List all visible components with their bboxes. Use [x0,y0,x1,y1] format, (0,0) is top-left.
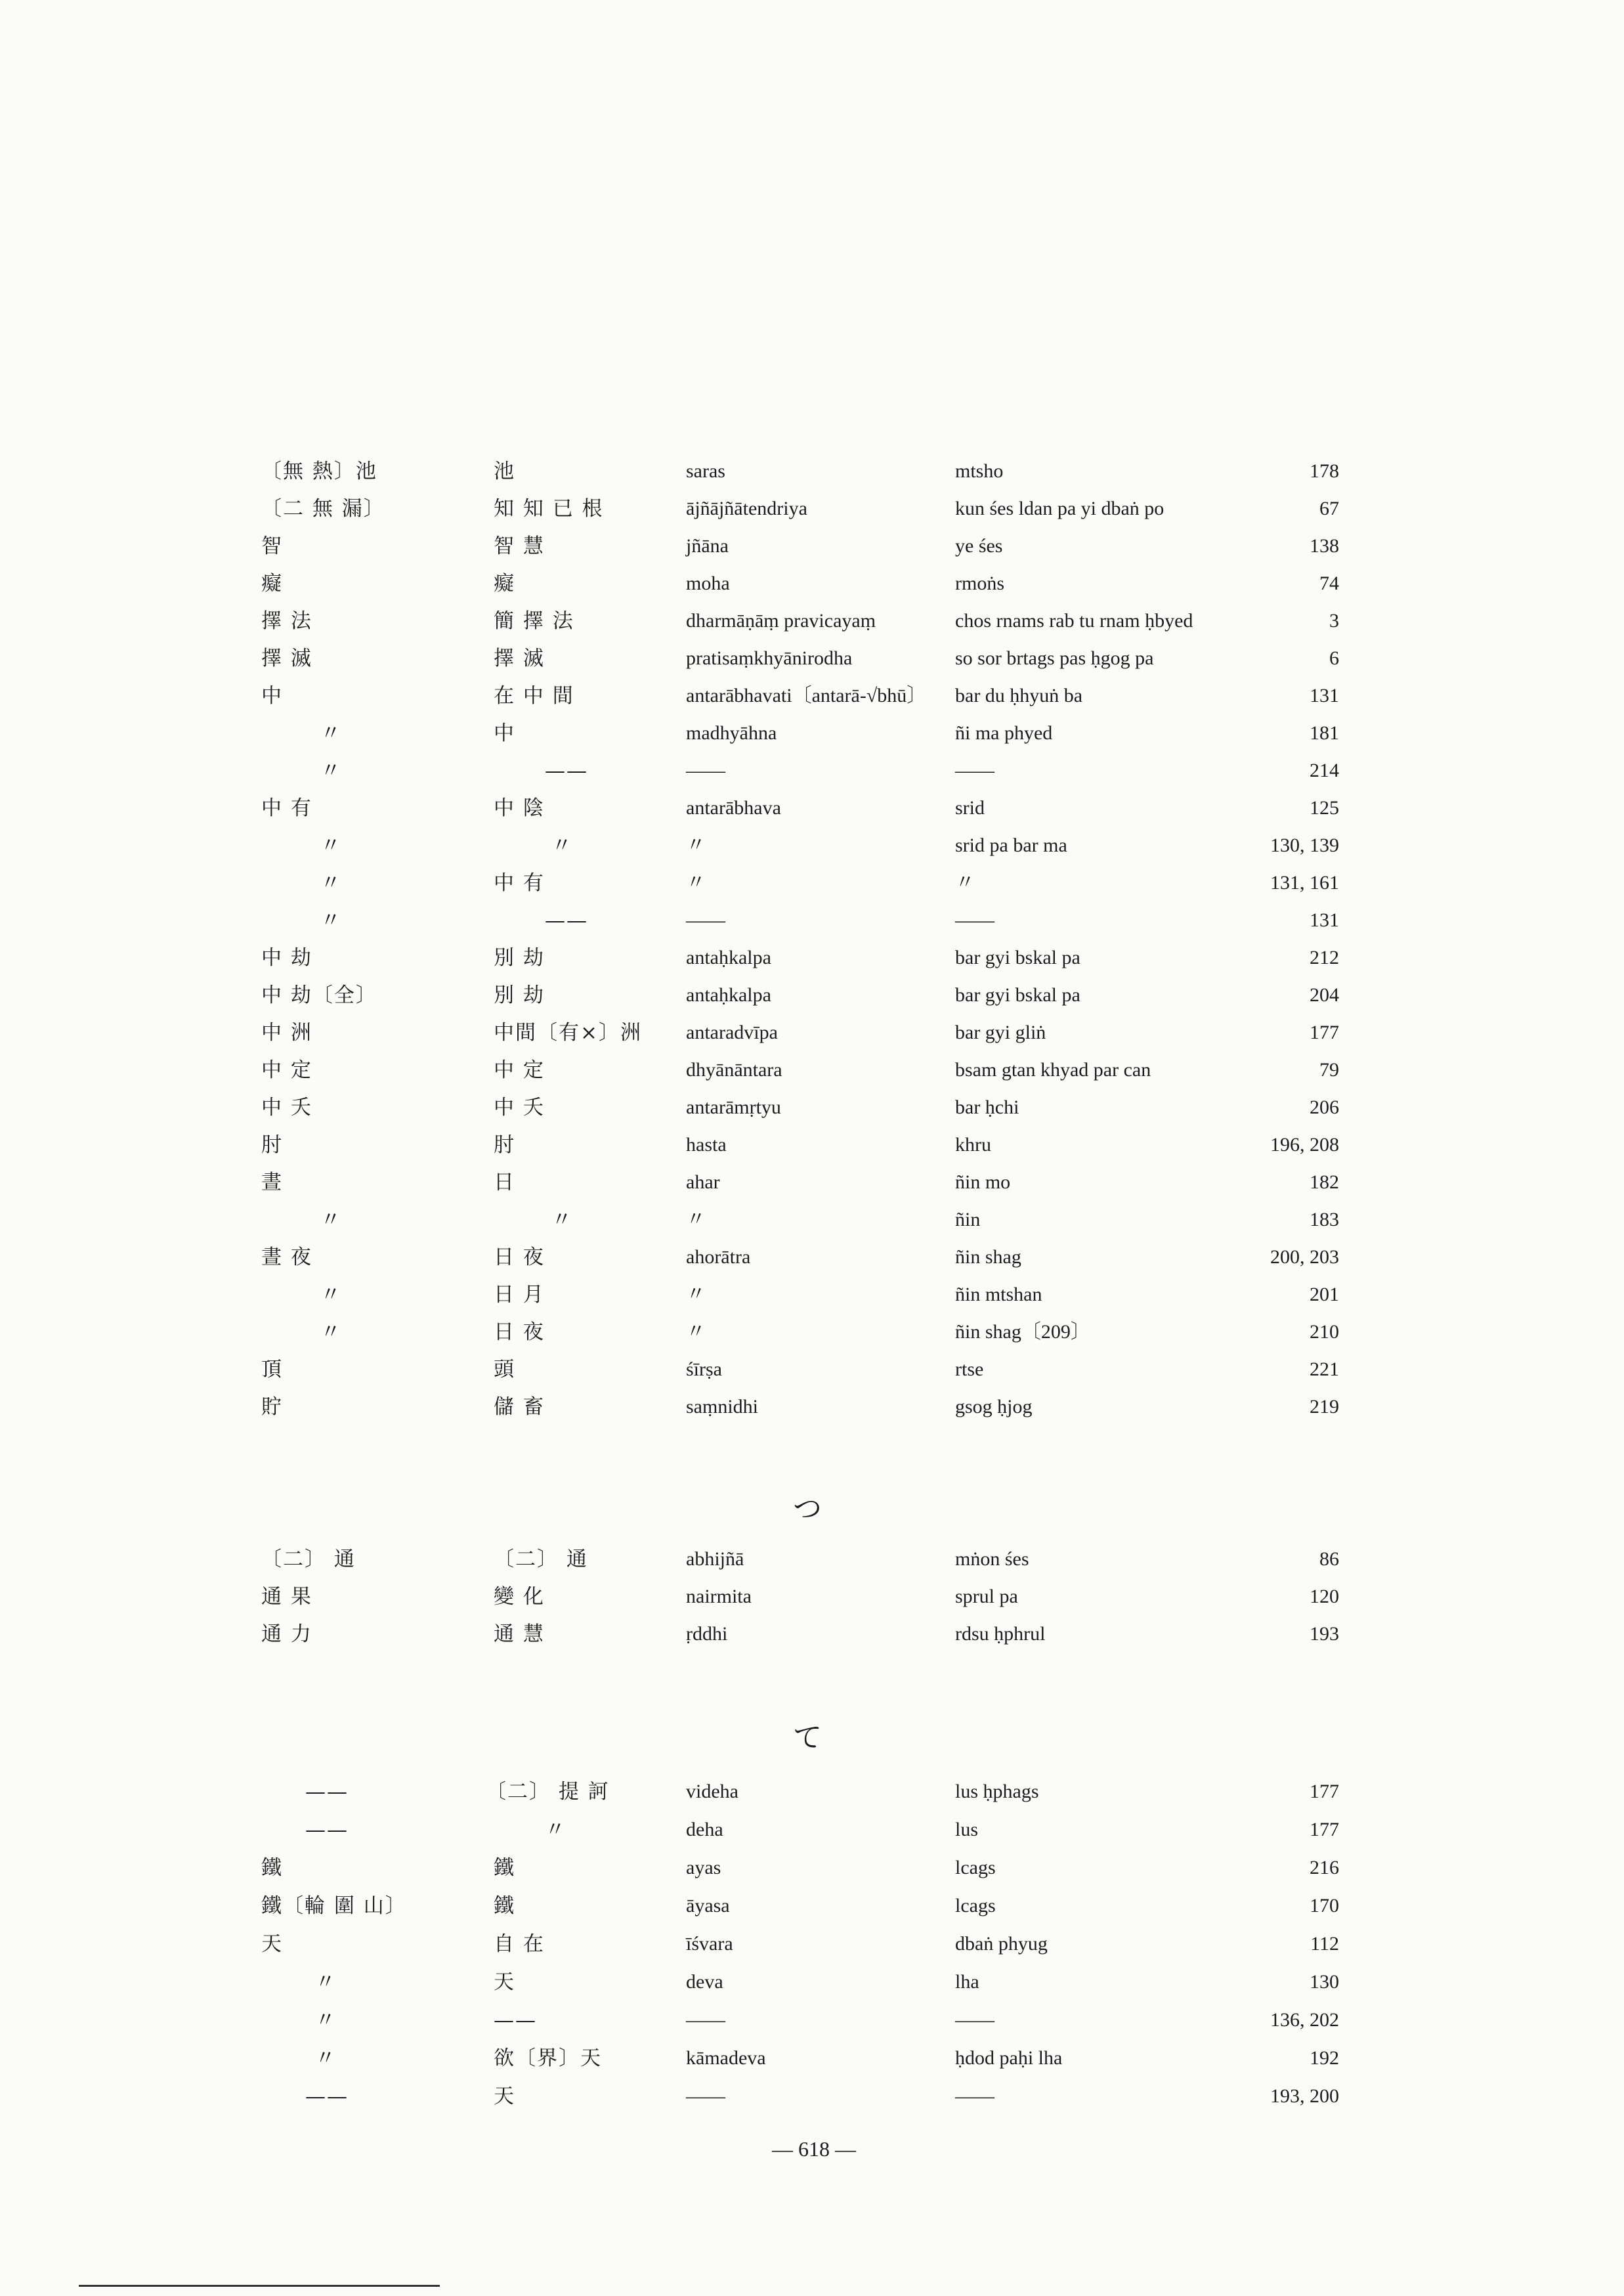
page-reference: 125 [1310,797,1339,819]
chinese-equivalent: 變 化 [494,1585,545,1609]
index-row [0,940,1624,976]
sanskrit-term: nairmita [686,1586,752,1607]
index-row [0,1926,1624,1962]
sanskrit-term: kāmadeva [686,2047,766,2069]
index-row [0,1351,1624,1388]
page-reference: 182 [1310,1171,1339,1193]
tibetan-term: ñin [955,1209,981,1230]
index-row [0,1541,1624,1578]
page-reference: 130 [1310,1971,1339,1993]
index-row [0,1888,1624,1924]
sanskrit-term: ājñājñātendriya [686,498,807,519]
tibetan-term: ñin mo [955,1171,1011,1193]
chinese-equivalent: 〃 [545,1818,566,1842]
term-headword: 〃 [320,1283,342,1307]
term-headword: 癡 [261,572,283,596]
chinese-equivalent: 中 夭 [494,1096,545,1119]
sanskrit-term: antarāmṛtyu [686,1096,781,1118]
term-headword: 〃 [320,871,342,895]
bottom-rule [79,2285,440,2287]
index-row [0,1164,1624,1201]
sanskrit-term: antaḥkalpa [686,984,771,1006]
chinese-equivalent: 日 [494,1171,515,1194]
tibetan-term: bar gyi bskal pa [955,984,1080,1006]
page-reference: 206 [1310,1096,1339,1118]
chinese-equivalent: 儲 畜 [494,1395,545,1419]
index-row [0,1014,1624,1051]
tibetan-term: srid pa bar ma [955,834,1067,856]
term-headword: 中 劫 [261,946,312,970]
chinese-equivalent: 欲〔界〕天 [494,2047,602,2070]
tibetan-term: ñin shag〔209〕 [955,1321,1090,1343]
chinese-equivalent: 知 知 已 根 [494,497,604,521]
chinese-equivalent: 癡 [494,572,515,596]
term-headword: —— [305,1818,349,1842]
page-reference: 74 [1319,573,1339,594]
page-reference: 177 [1310,1022,1339,1043]
index-row [0,1964,1624,2001]
index-row [0,1314,1624,1351]
page-reference: 192 [1310,2047,1339,2069]
tibetan-term: rtse [955,1358,984,1380]
term-headword: 〃 [320,834,342,857]
chinese-equivalent: 池 [494,460,515,483]
sanskrit-term: antaḥkalpa [686,947,771,968]
tibetan-term: ñin shag [955,1246,1021,1268]
page-reference: 177 [1310,1819,1339,1840]
index-row [0,2078,1624,2115]
tibetan-term: bar gyi gliṅ [955,1022,1046,1043]
term-headword: 〃 [320,1320,342,1344]
sanskrit-term: madhyāhna [686,722,777,744]
index-row [0,715,1624,752]
tibetan-term: —— [955,760,994,781]
term-headword: 天 [261,1932,283,1956]
index-row [0,790,1624,827]
page-reference: 204 [1310,984,1339,1006]
page-reference: 112 [1310,1933,1339,1955]
sanskrit-term: ayas [686,1857,721,1878]
page-reference: 138 [1310,535,1339,557]
page-reference: 131 [1310,909,1339,931]
tibetan-term: khru [955,1134,991,1156]
chinese-equivalent: 頭 [494,1358,515,1381]
tibetan-term: bsam gtan khyad par can [955,1059,1151,1081]
chinese-equivalent: 別 劫 [494,946,545,970]
term-headword: 通 果 [261,1585,312,1609]
tibetan-term: lus [955,1819,979,1840]
chinese-equivalent: 中 陰 [494,796,545,820]
sanskrit-term: antarābhavati〔antarā-√bhū〕 [686,685,927,706]
page-reference: 136, 202 [1270,2009,1339,2031]
sanskrit-term: abhijñā [686,1548,744,1570]
page-reference: 221 [1310,1358,1339,1380]
tibetan-term: kun śes ldan pa yi dbaṅ po [955,498,1165,519]
index-row [0,640,1624,677]
sanskrit-term: 〃 [686,1284,706,1305]
term-headword: 〃 [320,759,342,783]
sanskrit-term: deha [686,1819,723,1840]
index-row [0,1811,1624,1848]
chinese-equivalent: 天 [494,2085,515,2108]
term-headword: 中 夭 [261,1096,312,1119]
sanskrit-term: ṛddhi [686,1623,728,1645]
index-row [0,902,1624,939]
chinese-equivalent: 中 [494,722,515,745]
tibetan-term: ñi ma phyed [955,722,1053,744]
sanskrit-term: 〃 [686,1321,706,1343]
index-row [0,752,1624,789]
tibetan-term: 〃 [955,872,975,894]
tibetan-term: bar du ḥhyuṅ ba [955,685,1083,706]
term-headword: 肘 [261,1133,283,1157]
index-row [0,1239,1624,1276]
tibetan-term: ye śes [955,535,1003,557]
term-headword: 中 定 [261,1058,312,1082]
sanskrit-term: ahorātra [686,1246,751,1268]
page-reference: 216 [1310,1857,1339,1878]
chinese-equivalent: 別 劫 [494,984,545,1007]
page-reference: 181 [1310,722,1339,744]
term-headword: 〔二〕 通 [261,1548,356,1571]
tibetan-term: rmoṅs [955,573,1004,594]
chinese-equivalent: 鐵 [494,1894,515,1918]
section-heading: て [793,1721,822,1754]
chinese-equivalent: 〔二〕 提 訶 [486,1780,610,1804]
term-headword: 〔二 無 漏〕 [261,497,385,521]
index-row [0,453,1624,490]
tibetan-term: sprul pa [955,1586,1018,1607]
index-row [0,678,1624,714]
page-reference: 201 [1310,1284,1339,1305]
page-reference: 193, 200 [1270,2085,1339,2107]
tibetan-term: rdsu ḥphrul [955,1623,1046,1645]
index-row [0,1389,1624,1425]
chinese-equivalent: 日 夜 [494,1245,545,1269]
chinese-equivalent: 〃 [551,1208,573,1232]
sanskrit-term: pratisaṃkhyānirodha [686,647,853,669]
page-reference: 131, 161 [1270,872,1339,894]
index-row [0,1052,1624,1089]
sanskrit-term: ahar [686,1171,720,1193]
page-reference: 196, 208 [1270,1134,1339,1156]
sanskrit-term: —— [686,2085,725,2107]
term-headword: 〃 [320,1208,342,1232]
tibetan-term: lus ḥphags [955,1781,1039,1802]
term-headword: 通 力 [261,1622,312,1646]
page-reference: 183 [1310,1209,1339,1230]
tibetan-term: —— [955,909,994,931]
page-reference: 210 [1310,1321,1339,1343]
tibetan-term: bar gyi bskal pa [955,947,1080,968]
term-headword: 中 有 [261,796,312,820]
chinese-equivalent: 通 慧 [494,1622,545,1646]
page-reference: 6 [1329,647,1339,669]
page-reference: 178 [1310,460,1339,482]
term-headword: 中 洲 [261,1021,312,1045]
chinese-equivalent: 自 在 [494,1932,545,1956]
sanskrit-term: 〃 [686,1209,706,1230]
page-reference: 212 [1310,947,1339,968]
term-headword: 晝 夜 [261,1245,312,1269]
tibetan-term: lcags [955,1857,996,1878]
term-headword: 〃 [315,2008,337,2032]
index-row [0,2002,1624,2039]
tibetan-term: —— [955,2085,994,2107]
sanskrit-term: saras [686,460,725,482]
sanskrit-term: 〃 [686,872,706,894]
sanskrit-term: moha [686,573,730,594]
sanskrit-term: dhyānāntara [686,1059,782,1081]
sanskrit-term: dharmāṇāṃ pravicayaṃ [686,610,876,632]
page-reference: 79 [1319,1059,1339,1081]
term-headword: 〃 [315,1970,337,1994]
index-row [0,1276,1624,1313]
term-headword: 智 [261,534,283,558]
term-headword: 〃 [320,909,342,932]
chinese-equivalent: 天 [494,1970,515,1994]
sanskrit-term: antaradvīpa [686,1022,778,1043]
term-headword: 鐵 [261,1856,283,1880]
sanskrit-term: saṃnidhi [686,1396,758,1418]
page-reference: 86 [1319,1548,1339,1570]
sanskrit-term: deva [686,1971,723,1993]
sanskrit-term: īśvara [686,1933,733,1955]
chinese-equivalent: 〔二〕 通 [494,1548,588,1571]
index-row [0,1202,1624,1238]
chinese-equivalent: —— [545,909,588,932]
index-row [0,1089,1624,1126]
chinese-equivalent: 中間〔有×〕洲 [494,1021,642,1045]
term-headword: 擇 法 [261,609,312,633]
index-row [0,1127,1624,1163]
sanskrit-term: videha [686,1781,738,1802]
tibetan-term: lcags [955,1895,996,1917]
index-row [0,490,1624,527]
page-reference: 177 [1310,1781,1339,1802]
page-reference: 170 [1310,1895,1339,1917]
chinese-equivalent: 中 有 [494,871,545,895]
chinese-equivalent: 日 夜 [494,1320,545,1344]
page-reference: 131 [1310,685,1339,706]
index-row [0,977,1624,1014]
chinese-equivalent: 中 定 [494,1058,545,1082]
tibetan-term: ñin mtshan [955,1284,1042,1305]
term-headword: 〃 [320,722,342,745]
term-headword: 貯 [261,1395,283,1419]
term-headword: 擇 滅 [261,647,312,670]
sanskrit-term: śīrṣa [686,1358,722,1380]
term-headword: 中 [261,684,283,708]
chinese-equivalent: —— [494,2008,537,2032]
sanskrit-term: —— [686,760,725,781]
sanskrit-term: —— [686,2009,725,2031]
chinese-equivalent: 〃 [551,834,573,857]
chinese-equivalent: 肘 [494,1133,515,1157]
sanskrit-term: —— [686,909,725,931]
chinese-equivalent: 簡 擇 法 [494,609,574,633]
chinese-equivalent: 智 慧 [494,534,545,558]
page-reference: 67 [1319,498,1339,519]
index-row [0,827,1624,864]
tibetan-term: srid [955,797,985,819]
chinese-equivalent: 在 中 間 [494,684,574,708]
index-row [0,603,1624,639]
page-reference: 193 [1310,1623,1339,1645]
section-heading: つ [793,1492,822,1526]
sanskrit-term: antarābhava [686,797,781,819]
term-headword: —— [305,2085,349,2108]
tibetan-term: so sor brtags pas ḥgog pa [955,647,1154,669]
sanskrit-term: āyasa [686,1895,730,1917]
page-reference: 200, 203 [1270,1246,1339,1268]
page-reference: 120 [1310,1586,1339,1607]
chinese-equivalent: 擇 滅 [494,647,545,670]
tibetan-term: mtsho [955,460,1004,482]
page-reference: 214 [1310,760,1339,781]
sanskrit-term: hasta [686,1134,727,1156]
sanskrit-term: jñāna [686,535,729,557]
term-headword: 頂 [261,1358,283,1381]
term-headword: 〔無 熱〕池 [261,460,377,483]
tibetan-term: gsog ḥjog [955,1396,1033,1418]
term-headword: —— [305,1780,349,1804]
tibetan-term: dbaṅ phyug [955,1933,1048,1955]
term-headword: 鐵〔輪 圍 山〕 [261,1894,407,1918]
chinese-equivalent: 日 月 [494,1283,545,1307]
sanskrit-term: 〃 [686,834,706,856]
index-row [0,528,1624,565]
tibetan-term: lha [955,1971,979,1993]
index-row [0,1850,1624,1886]
term-headword: 晝 [261,1171,283,1194]
term-headword: 〃 [315,2047,337,2070]
index-row [0,1578,1624,1615]
page-reference: 3 [1329,610,1339,632]
index-row [0,1616,1624,1653]
page-reference: 130, 139 [1270,834,1339,856]
tibetan-term: mṅon śes [955,1548,1029,1570]
tibetan-term: chos rnams rab tu rnam ḥbyed [955,610,1193,632]
tibetan-term: —— [955,2009,994,2031]
chinese-equivalent: 鐵 [494,1856,515,1880]
index-row [0,565,1624,602]
tibetan-term: ḥdod paḥi lha [955,2047,1063,2069]
page-reference: 219 [1310,1396,1339,1418]
index-row [0,2040,1624,2077]
page-number: — 618 — [772,2137,856,2161]
term-headword: 中 劫〔全〕 [261,984,377,1007]
tibetan-term: bar ḥchi [955,1096,1019,1118]
chinese-equivalent: —— [545,759,588,783]
index-row [0,1773,1624,1810]
index-row [0,865,1624,901]
